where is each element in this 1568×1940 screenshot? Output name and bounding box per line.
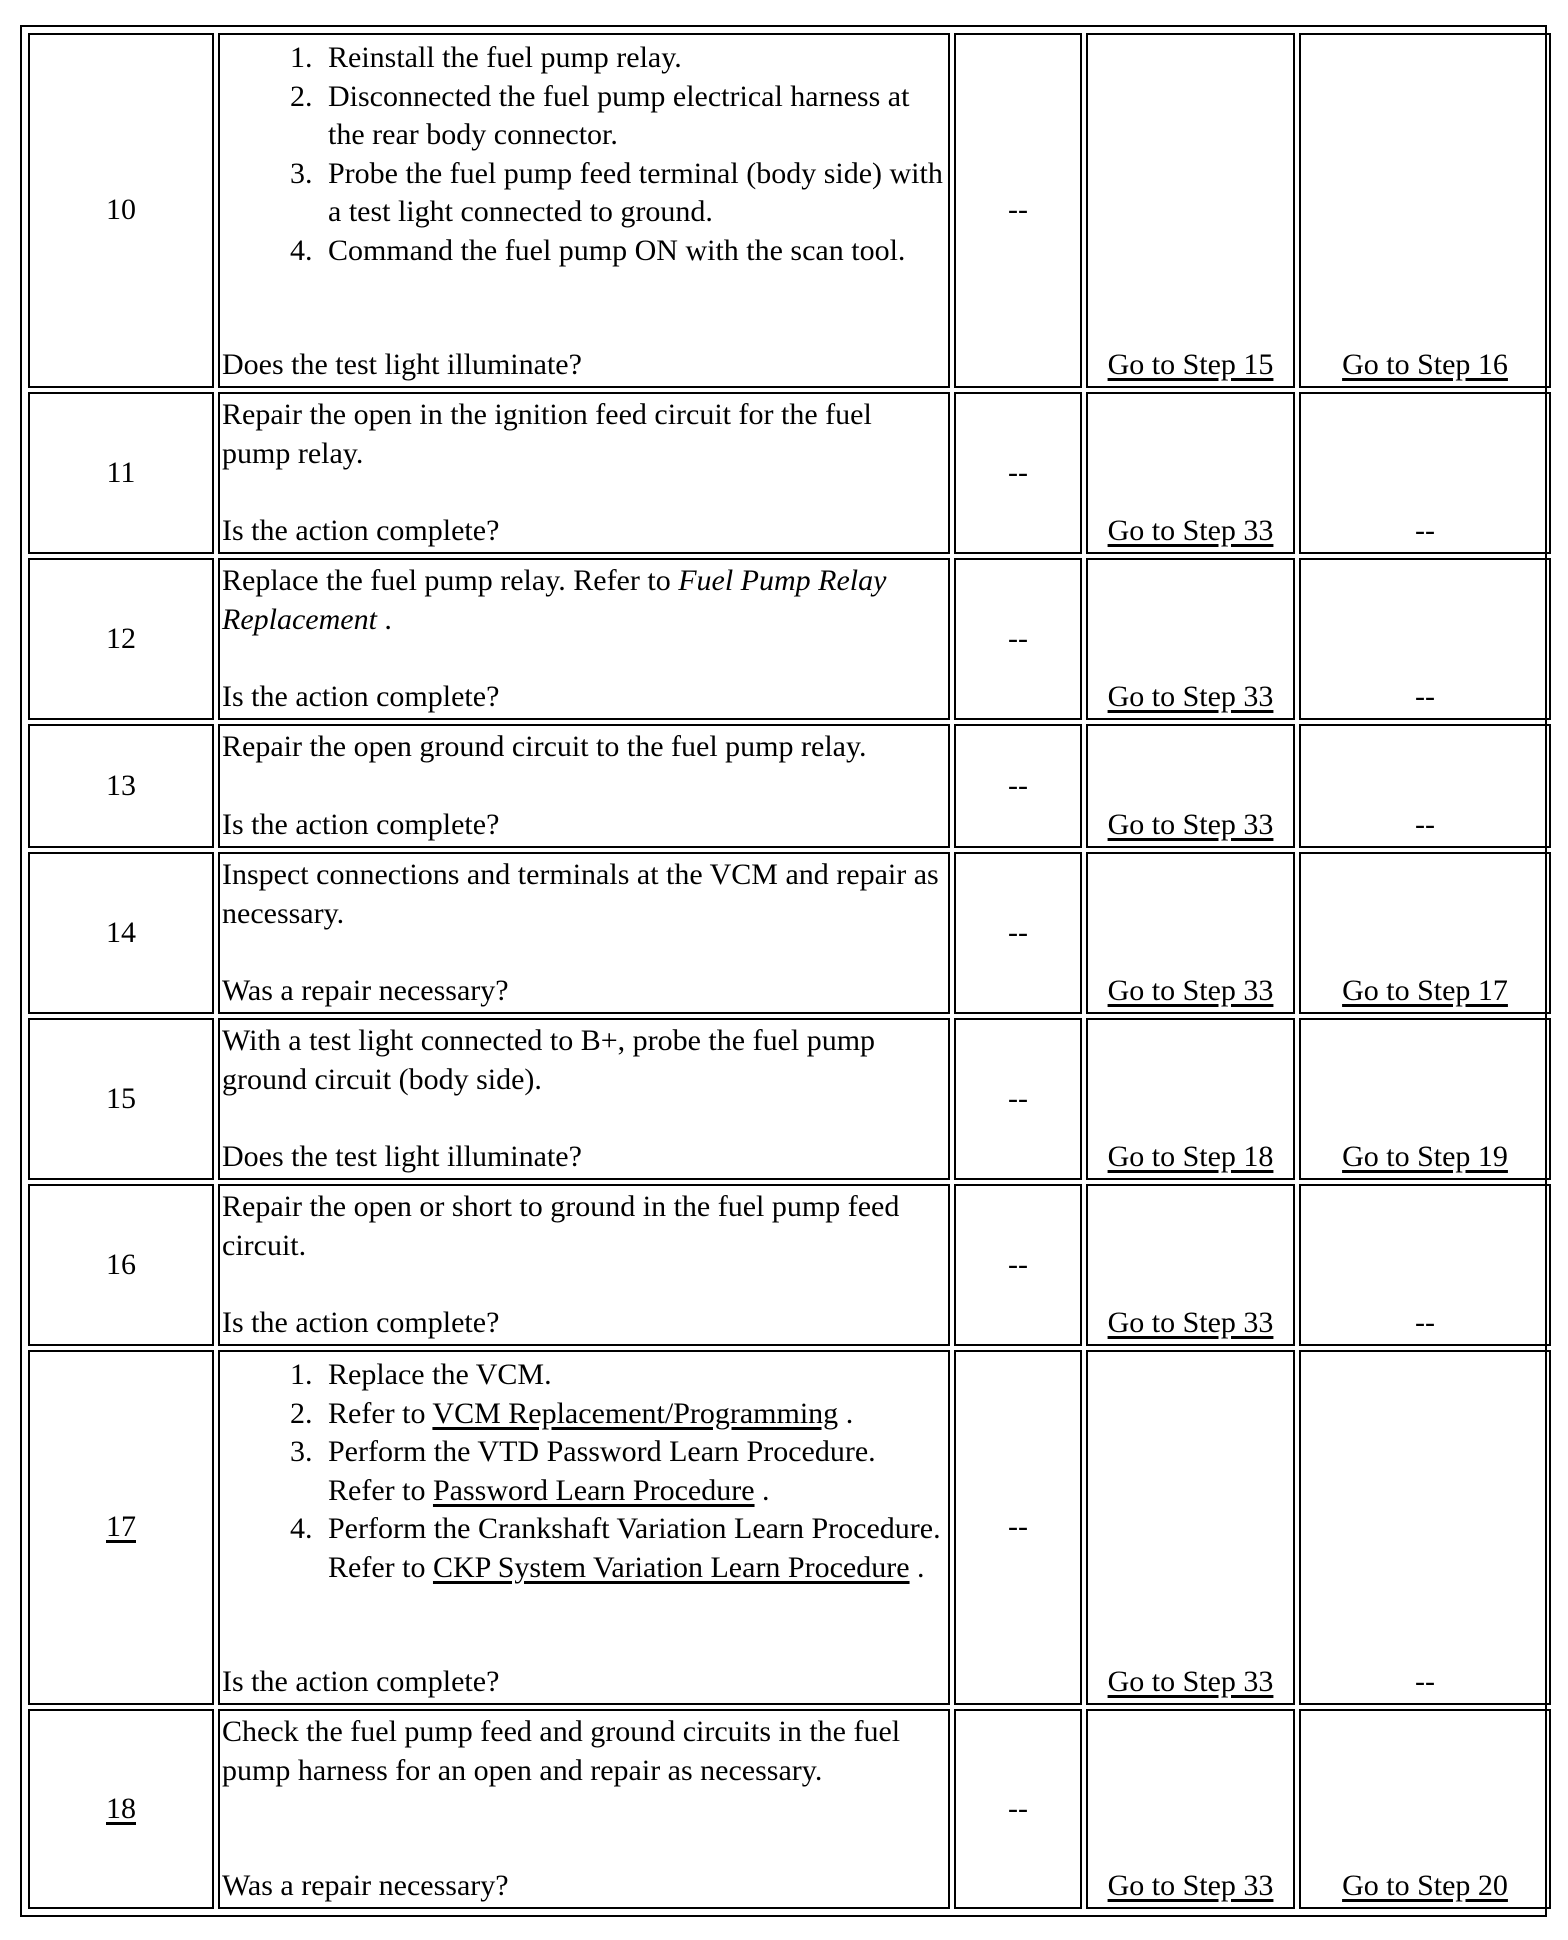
list-item: 2. Disconnected the fuel pump electrical harness at the rear body connector. — [320, 78, 946, 155]
value-cell: -- — [954, 33, 1082, 388]
table-row — [28, 1350, 1551, 1705]
list-item: 2. Refer to VCM Replacement/Programming . — [320, 1395, 946, 1434]
action-text: With a test light connected to B+, probe the fuel pump ground circuit (body side). — [222, 1024, 876, 1096]
list-item: 4. Perform the Crankshaft Variation Learn Procedure. Refer to CKP System Variation Learn Procedure . — [320, 1510, 946, 1587]
action-cell — [218, 852, 950, 1014]
no-result: -- — [1299, 724, 1551, 848]
action-text: Replace the fuel pump relay. Refer to Fuel Pump Relay Replacement . — [222, 564, 887, 636]
no-result: -- — [1299, 558, 1551, 720]
action-cell — [218, 392, 950, 554]
go-to-step-33-link[interactable]: Go to Step 33 — [1107, 807, 1274, 841]
value-cell: -- — [954, 558, 1082, 720]
no-result: -- — [1299, 1184, 1551, 1346]
procedure-list — [222, 1356, 946, 1587]
no-result: -- — [1299, 1350, 1551, 1705]
value-cell: -- — [954, 1350, 1082, 1705]
value-cell: -- — [954, 852, 1082, 1014]
go-to-step-20-link[interactable]: Go to Step 20 — [1342, 1868, 1508, 1902]
go-to-step-17-link[interactable]: Go to Step 17 — [1342, 973, 1508, 1007]
go-to-step-33-link[interactable]: Go to Step 33 — [1107, 973, 1274, 1007]
table-row — [28, 724, 1551, 848]
action-text: Repair the open ground circuit to the fuel pump relay. — [222, 730, 867, 763]
step-18-link[interactable]: 18 — [106, 1791, 136, 1825]
table-row — [28, 392, 1551, 554]
question-text: Does the test light illuminate? — [222, 347, 582, 381]
action-cell — [218, 1018, 950, 1180]
question-text: Is the action complete? — [222, 513, 500, 547]
list-item: 3. Perform the VTD Password Learn Procedure. Refer to Password Learn Procedure . — [320, 1433, 946, 1510]
list-item: 1. Reinstall the fuel pump relay. — [320, 39, 946, 78]
action-cell — [218, 724, 950, 848]
step-17-link[interactable]: 17 — [106, 1510, 136, 1544]
table-row — [28, 852, 1551, 1014]
question-text: Is the action complete? — [222, 1664, 500, 1698]
go-to-step-15-link[interactable]: Go to Step 15 — [1107, 347, 1274, 381]
diagnostic-table — [24, 29, 1555, 1913]
password-learn-procedure-link[interactable]: Password Learn Procedure — [432, 1473, 755, 1507]
go-to-step-33-link[interactable]: Go to Step 33 — [1107, 1305, 1274, 1339]
fuel-pump-relay-replacement-ref: Fuel Pump Relay Replacement — [222, 564, 887, 636]
table-row — [28, 558, 1551, 720]
diagnostic-table-frame — [20, 25, 1547, 1917]
value-cell: -- — [954, 1184, 1082, 1346]
question-text: Is the action complete? — [222, 679, 500, 713]
table-row — [28, 1184, 1551, 1346]
value-cell: -- — [954, 1018, 1082, 1180]
step-number: 15 — [28, 1018, 214, 1180]
step-number: 11 — [28, 392, 214, 554]
action-text: Repair the open in the ignition feed circuit for the fuel pump relay. — [222, 398, 872, 470]
step-number: 12 — [28, 558, 214, 720]
action-cell — [218, 1709, 950, 1909]
value-cell: -- — [954, 724, 1082, 848]
list-item: 1. Replace the VCM. — [320, 1356, 946, 1395]
action-cell — [218, 33, 950, 388]
question-text: Was a repair necessary? — [222, 973, 509, 1007]
question-text: Is the action complete? — [222, 1305, 500, 1339]
action-cell — [218, 1184, 950, 1346]
table-row — [28, 1018, 1551, 1180]
step-number: 14 — [28, 852, 214, 1014]
action-text: Check the fuel pump feed and ground circuits in the fuel pump harness for an open and repair as necessary. — [222, 1715, 901, 1787]
list-item: 3. Probe the fuel pump feed terminal (body side) with a test light connected to ground. — [320, 155, 946, 232]
step-number: 10 — [28, 33, 214, 388]
go-to-step-33-link[interactable]: Go to Step 33 — [1107, 679, 1274, 713]
value-cell: -- — [954, 1709, 1082, 1909]
value-cell: -- — [954, 392, 1082, 554]
question-text: Was a repair necessary? — [222, 1868, 509, 1902]
action-text: Inspect connections and terminals at the VCM and repair as necessary. — [222, 858, 939, 930]
go-to-step-18-link[interactable]: Go to Step 18 — [1107, 1139, 1274, 1173]
question-text: Is the action complete? — [222, 807, 500, 841]
no-result: -- — [1299, 392, 1551, 554]
go-to-step-33-link[interactable]: Go to Step 33 — [1107, 1868, 1274, 1902]
go-to-step-33-link[interactable]: Go to Step 33 — [1107, 513, 1274, 547]
step-number: 16 — [28, 1184, 214, 1346]
action-cell — [218, 1350, 950, 1705]
question-text: Does the test light illuminate? — [222, 1139, 582, 1173]
vcm-replacement-link[interactable]: VCM Replacement/Programming — [432, 1396, 839, 1430]
ckp-variation-learn-link[interactable]: CKP System Variation Learn Procedure — [432, 1550, 910, 1584]
go-to-step-19-link[interactable]: Go to Step 19 — [1342, 1139, 1508, 1173]
list-item: 4. Command the fuel pump ON with the scan tool. — [320, 232, 946, 271]
go-to-step-33-link[interactable]: Go to Step 33 — [1107, 1664, 1274, 1698]
procedure-list — [222, 39, 946, 270]
step-number: 13 — [28, 724, 214, 848]
go-to-step-16-link[interactable]: Go to Step 16 — [1342, 347, 1508, 381]
table-row — [28, 1709, 1551, 1909]
table-row — [28, 33, 1551, 388]
action-text: Repair the open or short to ground in the fuel pump feed circuit. — [222, 1190, 900, 1262]
action-cell — [218, 558, 950, 720]
